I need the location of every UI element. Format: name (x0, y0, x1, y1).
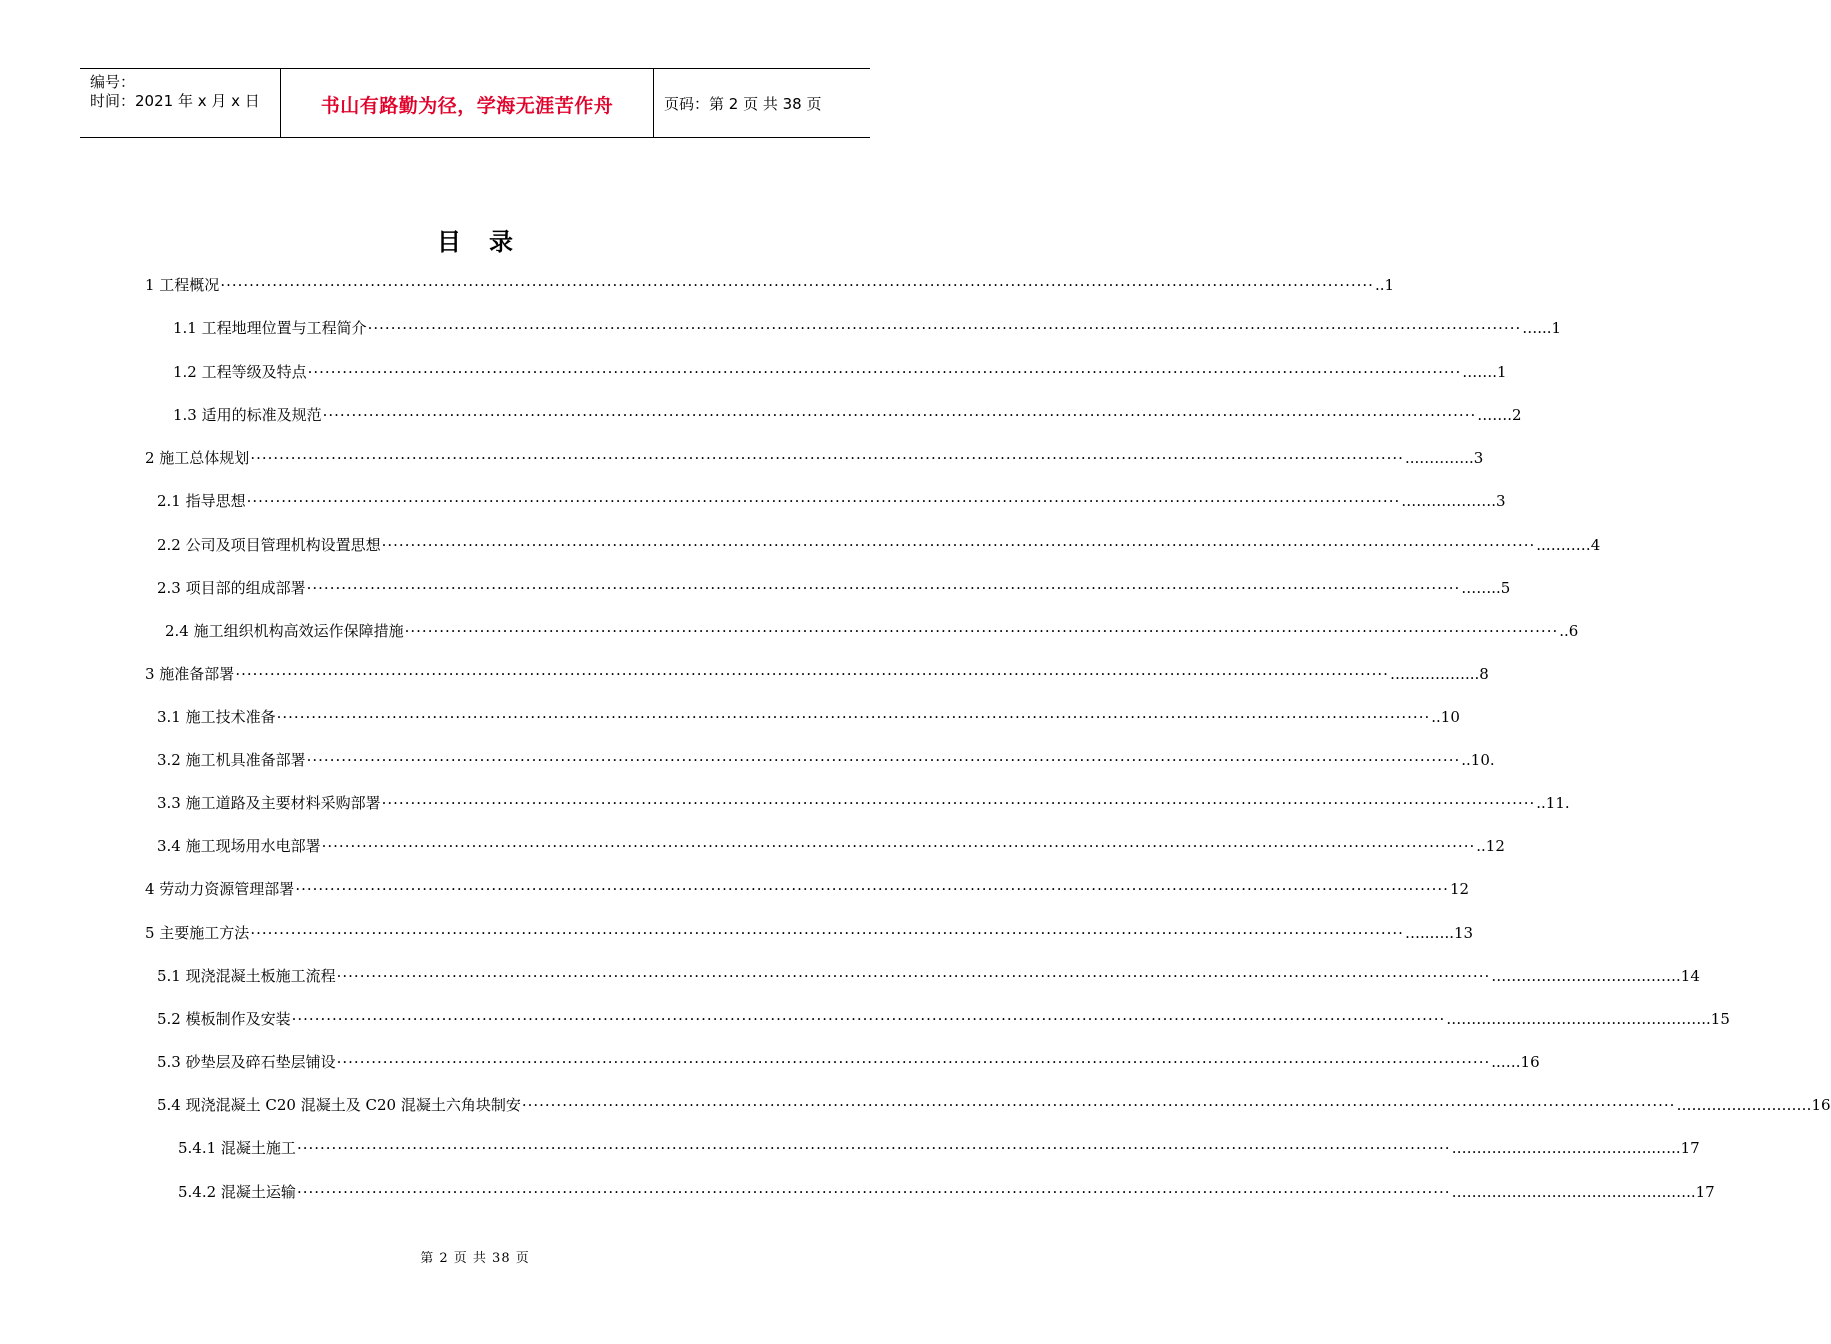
toc-entry-label: 3 施准备部署 (145, 665, 235, 683)
toc-entry[interactable] (145, 274, 1395, 296)
toc-entry[interactable] (157, 792, 1570, 814)
header-slogan-cell (281, 69, 654, 137)
toc-leader-dots: ········································································································································································································ (307, 363, 1462, 381)
toc-leader-dots: ········································································································································································································ (321, 837, 1476, 855)
toc-entry-page: ………………………….…….14 (1491, 967, 1700, 985)
toc-entry-page: …………………………………..…..17 (1451, 1139, 1700, 1157)
toc-entry-label: 1.2 工程等级及特点 (173, 363, 307, 381)
toc-entry[interactable] (178, 1181, 1715, 1203)
toc-entry[interactable] (157, 1008, 1730, 1030)
document-date-label: 时间：2021 年 x 月 x 日 (90, 92, 260, 110)
toc-leader-dots: ········································································································································································································ (521, 1096, 1676, 1114)
toc-leader-dots: ········································································································································································································ (296, 1139, 1451, 1157)
toc-entry[interactable] (145, 922, 1474, 944)
toc-entry[interactable] (173, 404, 1522, 426)
toc-leader-dots: ········································································································································································································ (381, 536, 1536, 554)
toc-leader-dots: ········································································································································································································ (291, 1010, 1446, 1028)
toc-entry-label: 3.2 施工机具准备部署 (157, 751, 306, 769)
toc-leader-dots: ········································································································································································································ (322, 406, 1477, 424)
toc-entry-page: ..………4 (1536, 536, 1601, 554)
toc-entry-page: …….1 (1462, 363, 1507, 381)
toc-leader-dots: ········································································································································································································ (276, 708, 1431, 726)
toc-entry[interactable] (157, 534, 1601, 556)
toc-entry-page: …...1 (1522, 319, 1562, 337)
toc-entry-label: 3.1 施工技术准备 (157, 708, 276, 726)
toc-entry[interactable] (157, 706, 1460, 728)
toc-entry-page: ..….16 (1491, 1053, 1540, 1071)
toc-entry-label: 5.2 模板制作及安装 (157, 1010, 291, 1028)
toc-entry-label: 2.2 公司及项目管理机构设置思想 (157, 536, 381, 554)
toc-entry-page: …….2 (1477, 406, 1522, 424)
document-number-label: 编号： (90, 73, 136, 91)
header-info-cell (80, 69, 281, 137)
toc-entry[interactable] (157, 577, 1511, 599)
toc-entry-label: 5.4.1 混凝土施工 (178, 1139, 296, 1157)
toc-leader-dots: ········································································································································································································ (306, 579, 1461, 597)
header-page-cell (664, 69, 870, 137)
toc-leader-dots: ········································································································································································································ (295, 880, 1449, 898)
toc-entry[interactable] (157, 835, 1505, 857)
toc-entry-page: ……………….3 (1401, 492, 1506, 510)
toc-leader-dots: ········································································································································································································ (235, 665, 1389, 683)
toc-entry-page: ……..5 (1461, 579, 1511, 597)
toc-leader-dots: ········································································································································································································ (367, 319, 1522, 337)
toc-leader-dots: ········································································································································································································ (220, 276, 1374, 294)
toc-leader-dots: ········································································································································································································ (250, 924, 1404, 942)
toc-leader-dots: ········································································································································································································ (336, 1053, 1491, 1071)
page-header (80, 68, 870, 138)
toc-entry[interactable] (157, 749, 1495, 771)
toc-entry-label: 4 劳动力资源管理部署 (145, 880, 295, 898)
toc-leader-dots: ········································································································································································································ (306, 751, 1461, 769)
toc-entry[interactable] (157, 965, 1700, 987)
toc-entry-page: ………………………16 (1676, 1096, 1831, 1114)
toc-entry-label: 2 施工总体规划 (145, 449, 250, 467)
page-footer: 第 2 页 共 38 页 (420, 1251, 530, 1266)
toc-entry-page: ..12 (1476, 837, 1505, 855)
toc-entry[interactable] (145, 447, 1484, 469)
toc-entry[interactable] (173, 317, 1562, 339)
toc-entry-page: ..10 (1431, 708, 1460, 726)
toc-entry-page: ..6 (1559, 622, 1579, 640)
toc-entry[interactable] (145, 878, 1470, 900)
toc-entry-label: 1.1 工程地理位置与工程简介 (173, 319, 367, 337)
toc-entry-page: ..11. (1536, 794, 1570, 812)
toc-entry-page: ……………...8 (1389, 665, 1489, 683)
toc-entry-label: 2.3 项目部的组成部署 (157, 579, 306, 597)
toc-entry[interactable] (157, 1094, 1831, 1116)
toc-leader-dots: ········································································································································································································ (246, 492, 1401, 510)
toc-entry-label: 2.4 施工组织机构高效运作保障措施 (165, 622, 404, 640)
toc-entry[interactable] (165, 620, 1579, 642)
toc-entry-label: 1.3 适用的标准及规范 (173, 406, 322, 424)
toc-entry-label: 2.1 指导思想 (157, 492, 246, 510)
toc-entry-page: ...………..3 (1404, 449, 1484, 467)
toc-entry[interactable] (157, 1051, 1540, 1073)
toc-entry[interactable] (178, 1137, 1700, 1159)
toc-entry-label: 5.3 砂垫层及碎石垫层铺设 (157, 1053, 336, 1071)
header-slogan: 书山有路勤为径，学海无涯苦作舟 (320, 95, 614, 117)
toc-entry-page: 12 (1449, 880, 1470, 898)
toc-entry[interactable] (157, 490, 1506, 512)
toc-entry-label: 5.4 现浇混凝土 C20 混凝土及 C20 混凝土六角块制安 (157, 1096, 521, 1114)
toc-entry-page: ..10. (1461, 751, 1495, 769)
toc-entry-page: ……………………………………………..15 (1446, 1010, 1730, 1028)
toc-leader-dots: ········································································································································································································ (404, 622, 1559, 640)
toc-entry-label: 5.4.2 混凝土运输 (178, 1183, 296, 1201)
toc-entry-label: 1 工程概况 (145, 276, 220, 294)
toc-entry-label: 3.3 施工道路及主要材料采购部署 (157, 794, 381, 812)
toc-leader-dots: ········································································································································································································ (250, 449, 1404, 467)
toc-leader-dots: ········································································································································································································ (381, 794, 1536, 812)
toc-entry-label: 3.4 施工现场用水电部署 (157, 837, 321, 855)
toc-leader-dots: ········································································································································································································ (296, 1183, 1451, 1201)
toc-entry-page: ……………………………………..…..17 (1451, 1183, 1715, 1201)
toc-entry[interactable] (145, 663, 1489, 685)
toc-entry-label: 5 主要施工方法 (145, 924, 250, 942)
toc-entry-label: 5.1 现浇混凝土板施工流程 (157, 967, 336, 985)
toc-entry[interactable] (173, 361, 1507, 383)
page-title: 目录 (437, 228, 541, 256)
toc-entry-page: …..…..13 (1404, 924, 1474, 942)
header-page-number: 页码：第 2 页 共 38 页 (664, 95, 822, 113)
toc-entry-page: ..1 (1374, 276, 1395, 294)
toc-leader-dots: ········································································································································································································ (336, 967, 1491, 985)
